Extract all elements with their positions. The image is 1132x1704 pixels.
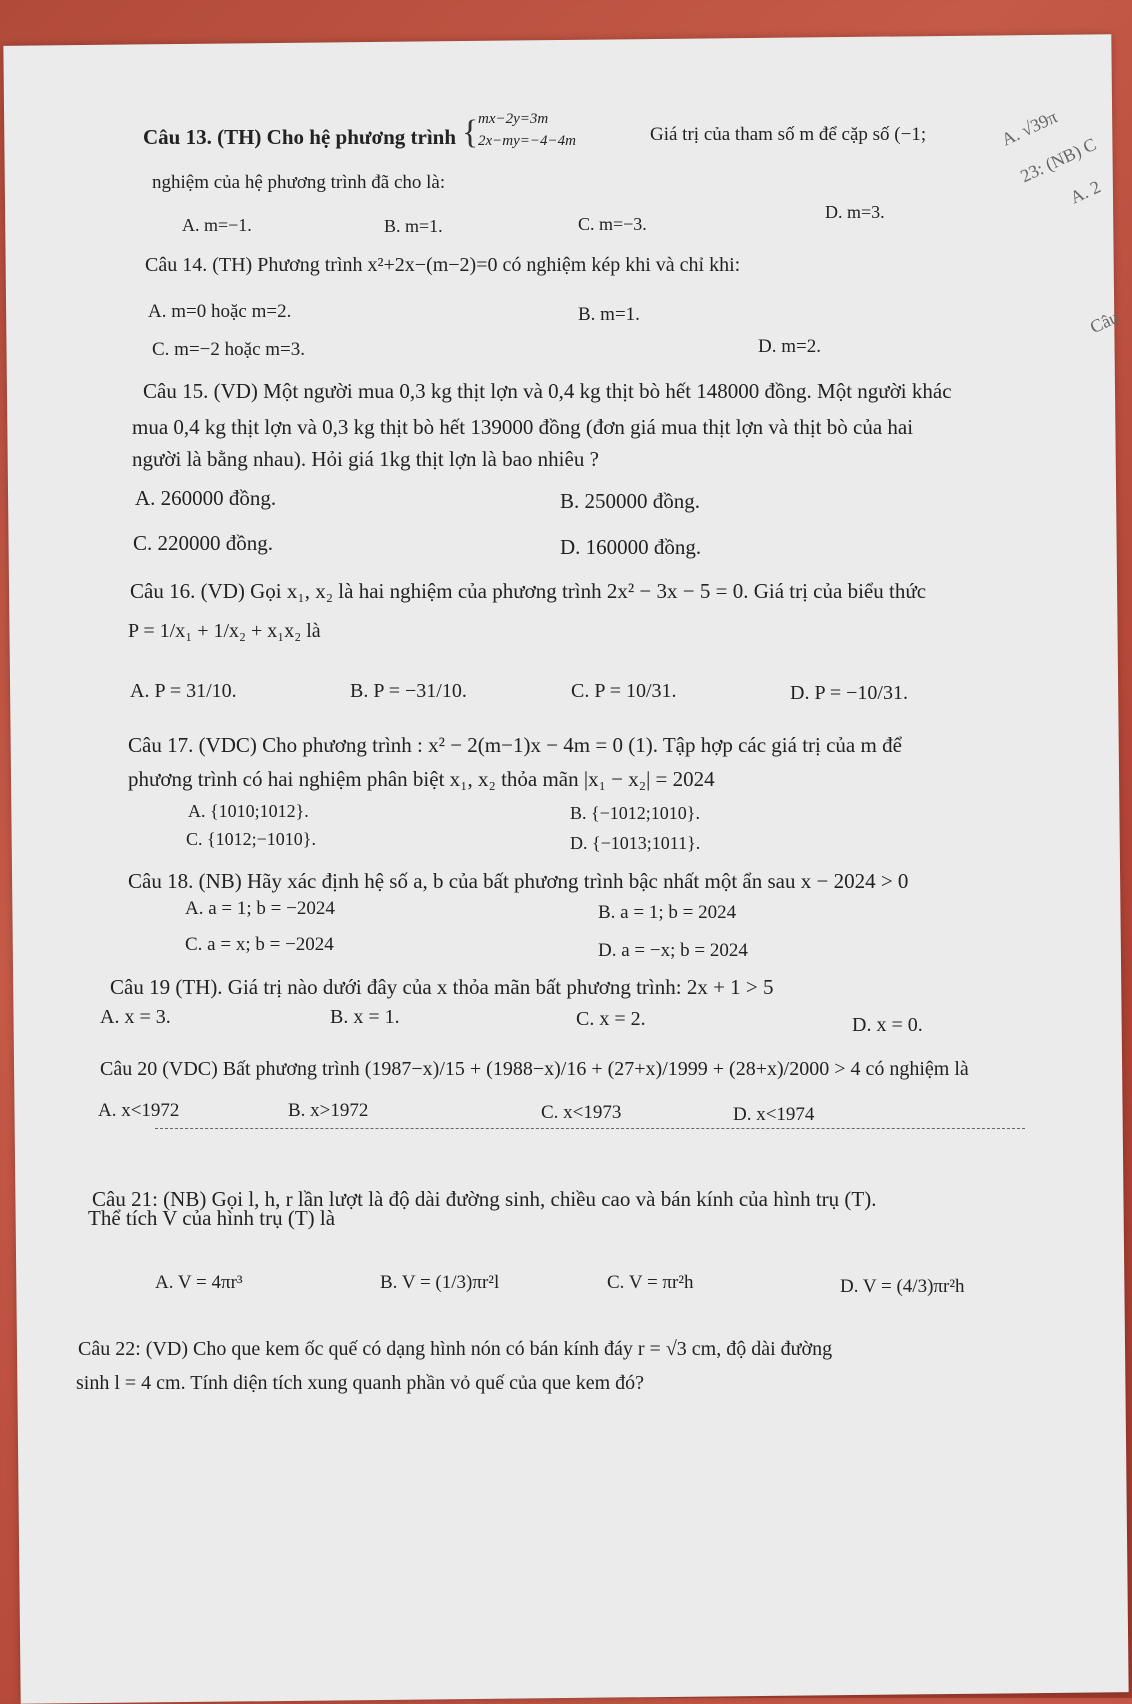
q13-stem-line2: nghiệm của hệ phương trình đã cho là: (152, 172, 446, 193)
q19-option-d: D. x = 0. (852, 1014, 923, 1036)
q18-option-b: B. a = 1; b = 2024 (598, 902, 737, 923)
side-text-4: Câu (1086, 306, 1122, 338)
q18-stem: Câu 18. (NB) Hãy xác định hệ số a, b của bất phương trình bậc nhất một ẩn sau x − 2024 > 0 (128, 869, 909, 893)
q13-stem-tail: Giá trị của tham số m để cặp số (−1; (650, 124, 927, 145)
q17-line2: phương trình có hai nghiệm phân biệt x₁, x₂ thỏa mãn |x₁ − x₂| = 2024 (128, 767, 715, 791)
q15-option-b: B. 250000 đồng. (560, 489, 701, 513)
q16-option-a: A. P = 31/10. (130, 680, 237, 702)
q17-option-d: D. {−1013;1011}. (570, 833, 701, 853)
q14-option-c: C. m=−2 hoặc m=3. (152, 339, 305, 360)
q15-option-a: A. 260000 đồng. (135, 486, 277, 510)
q15-line3: người là bằng nhau). Hỏi giá 1kg thịt lợn là bao nhiêu ? (132, 447, 599, 471)
q16-option-b: B. P = −31/10. (350, 680, 467, 702)
q17-option-a: A. {1010;1012}. (188, 801, 309, 821)
q14-option-d: D. m=2. (758, 336, 821, 357)
q13-option-c: C. m=−3. (578, 214, 647, 234)
q19-stem: Câu 19 (TH). Giá trị nào dưới đây của x thỏa mãn bất phương trình: 2x + 1 > 5 (110, 975, 774, 999)
q21-option-b: B. V = (1/3)πr²l (380, 1272, 500, 1293)
q17-option-b: B. {−1012;1010}. (570, 803, 700, 823)
section-divider (155, 1128, 1025, 1129)
q13-option-b: B. m=1. (384, 216, 443, 236)
q14-option-a: A. m=0 hoặc m=2. (148, 301, 292, 322)
q20-stem: Câu 20 (VDC) Bất phương trình (1987−x)/15 + (1988−x)/16 + (27+x)/1999 + (28+x)/2000 > 4 có nghiệm là (100, 1058, 969, 1080)
q21-line1: Câu 21: (NB) Gọi l, h, r lần lượt là độ dài đường sinh, chiều cao và bán kính của hình trụ (T). (92, 1187, 877, 1211)
q13-system-line2: 2x−my=−4−4m (478, 133, 576, 149)
q21-line2: Thể tích V của hình trụ (T) là (88, 1206, 336, 1230)
q21-option-d: D. V = (4/3)πr²h (840, 1276, 965, 1297)
q22-line1: Câu 22: (VD) Cho que kem ốc quế có dạng hình nón có bán kính đáy r = √3 cm, độ dài đường (78, 1338, 833, 1360)
q13-option-a: A. m=−1. (182, 215, 252, 235)
side-text-2: 23: (NB) C (1017, 133, 1100, 187)
q14-stem: Câu 14. (TH) Phương trình x²+2x−(m−2)=0 có nghiệm kép khi và chỉ khi: (145, 254, 741, 276)
q15-option-c: C. 220000 đồng. (133, 531, 274, 555)
q18-option-a: A. a = 1; b = −2024 (185, 898, 335, 919)
q19-option-a: A. x = 3. (100, 1006, 171, 1028)
q13-system-line1: mx−2y=3m (478, 111, 549, 127)
q17-line1: Câu 17. (VDC) Cho phương trình : x² − 2(m−1)x − 4m = 0 (1). Tập hợp các giá trị của m để (128, 733, 902, 757)
q18-option-c: C. a = x; b = −2024 (185, 934, 334, 955)
q17-option-c: C. {1012;−1010}. (186, 829, 316, 849)
q14-option-b: B. m=1. (578, 304, 640, 325)
q16-line2: P = 1/x₁ + 1/x₂ + x₁x₂ là (128, 620, 321, 642)
side-text-3: A. 2 (1067, 176, 1104, 208)
q21-option-c: C. V = πr²h (607, 1272, 694, 1293)
q21-option-a: A. V = 4πr³ (155, 1272, 243, 1293)
q20-option-b: B. x>1972 (288, 1100, 369, 1121)
q16-line1: Câu 16. (VD) Gọi x₁, x₂ là hai nghiệm của phương trình 2x² − 3x − 5 = 0. Giá trị của biểu thức (130, 579, 927, 603)
q18-option-d: D. a = −x; b = 2024 (598, 940, 748, 961)
q20-option-c: C. x<1973 (541, 1102, 622, 1123)
q13-option-d: D. m=3. (825, 202, 885, 222)
q13-stem: Câu 13. (TH) Cho hệ phương trình (143, 125, 457, 149)
q15-line1: Câu 15. (VD) Một người mua 0,3 kg thịt lợn và 0,4 kg thịt bò hết 148000 đồng. Một người khác (143, 379, 952, 403)
q15-option-d: D. 160000 đồng. (560, 535, 702, 559)
q16-option-d: D. P = −10/31. (790, 682, 908, 704)
q19-option-c: C. x = 2. (576, 1008, 646, 1030)
q19-option-b: B. x = 1. (330, 1006, 400, 1028)
q15-line2: mua 0,4 kg thịt lợn và 0,3 kg thịt bò hết 139000 đồng (đơn giá mua thịt lợn và thịt bò của hai (132, 415, 914, 439)
q16-option-c: C. P = 10/31. (571, 680, 677, 702)
q20-option-a: A. x<1972 (98, 1100, 180, 1121)
q22-line2: sinh l = 4 cm. Tính diện tích xung quanh phần vỏ quế của que kem đó? (76, 1372, 645, 1394)
q20-option-d: D. x<1974 (733, 1104, 815, 1125)
q13-brace: { (462, 114, 479, 151)
side-text-1: A. √39π (998, 106, 1061, 150)
